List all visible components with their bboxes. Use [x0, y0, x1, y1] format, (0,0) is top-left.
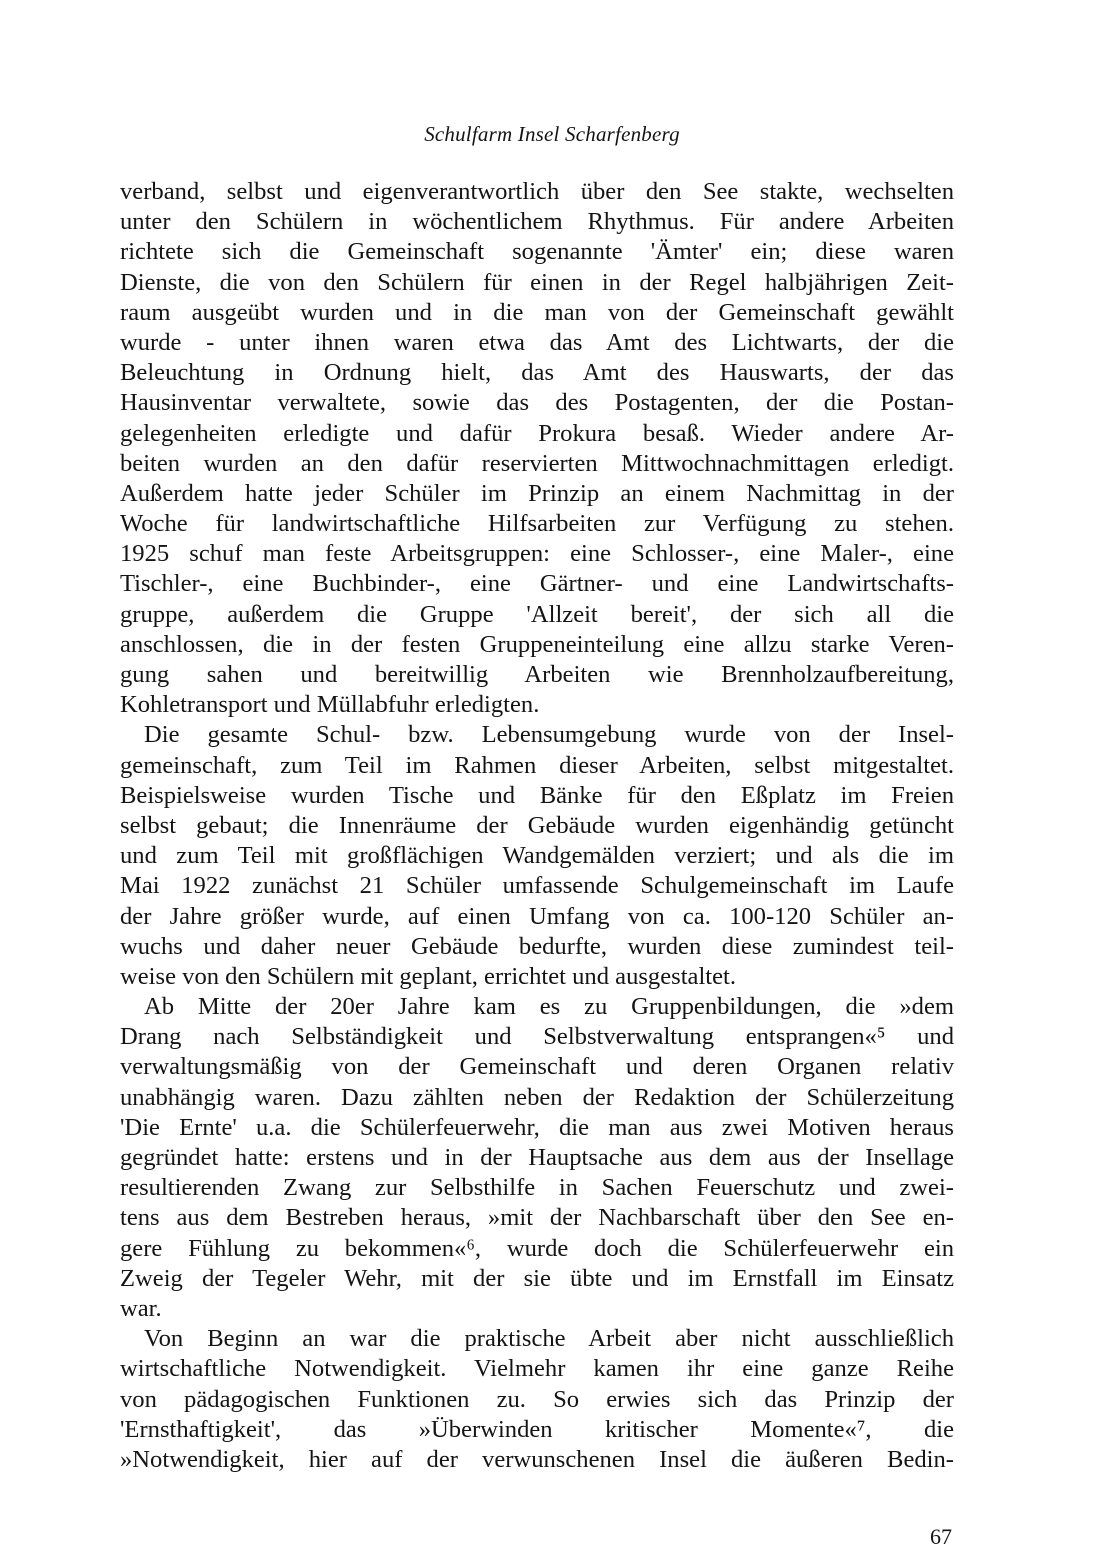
- text-line: weise von den Schülern mit geplant, errichtet und ausgestaltet.: [120, 962, 737, 990]
- text-line: wirtschaftliche Notwendigkeit. Vielmehr kamen ihr eine ganze Reihe: [120, 1355, 954, 1383]
- text-line: von pädagogischen Funktionen zu. So erwies sich das Prinzip der: [120, 1385, 954, 1413]
- text-line: verwaltungsmäßig von der Gemeinschaft und deren Organen relativ: [120, 1053, 954, 1081]
- text-line: und zum Teil mit großflächigen Wandgemälden verziert; und als die im: [120, 842, 954, 870]
- text-line: raum ausgeübt wurden und in die man von der Gemeinschaft gewählt: [120, 298, 954, 326]
- text-line: unabhängig waren. Dazu zählten neben der Redaktion der Schülerzeitung: [120, 1083, 954, 1111]
- text-line: gelegenheiten erledigte und dafür Prokura besaß. Wieder andere Ar-: [120, 419, 954, 447]
- text-line: selbst gebaut; die Innenräume der Gebäude wurden eigenhändig getüncht: [120, 811, 954, 839]
- text-line: war.: [120, 1294, 162, 1322]
- text-line: »Notwendigkeit, hier auf der verwunschenen Insel die äußeren Bedin-: [120, 1445, 954, 1473]
- text-line: Dienste, die von den Schülern für einen in der Regel halbjährigen Zeit-: [120, 268, 954, 296]
- text-line: gegründet hatte: erstens und in der Hauptsache aus dem aus der Insellage: [120, 1144, 954, 1171]
- text-line: verband, selbst und eigenverantwortlich über den See stakte, wechselten: [120, 178, 954, 205]
- text-line: Woche für landwirtschaftliche Hilfsarbeiten zur Verfügung zu stehen.: [120, 510, 954, 538]
- text-line: Hausinventar verwaltete, sowie das des Postagenten, der die Postan-: [120, 389, 954, 417]
- text-line: Beleuchtung in Ordnung hielt, das Amt des Hauswarts, der das: [120, 359, 954, 387]
- text-line: wuchs und daher neuer Gebäude bedurfte, wurden diese zumindest teil-: [120, 932, 954, 960]
- body-text: [120, 177, 954, 1475]
- text-line: unter den Schülern in wöchentlichem Rhythmus. Für andere Arbeiten: [120, 208, 954, 236]
- running-head: Schulfarm Insel Scharfenberg: [424, 122, 680, 146]
- text-line: gung sahen und bereitwillig Arbeiten wie Brennholzaufbereitung,: [120, 661, 954, 688]
- text-line: resultierenden Zwang zur Selbsthilfe in Sachen Feuerschutz und zwei-: [120, 1174, 954, 1202]
- text-line: tens aus dem Bestreben heraus, »mit der Nachbarschaft über den See en-: [120, 1204, 954, 1232]
- text-line: Die gesamte Schul- bzw. Lebensumgebung wurde von der Insel-: [144, 721, 954, 749]
- text-line: 'Die Ernte' u.a. die Schülerfeuerwehr, die man aus zwei Motiven heraus: [120, 1113, 954, 1141]
- text-line: der Jahre größer wurde, auf einen Umfang von ca. 100-120 Schüler an-: [120, 902, 954, 930]
- text-line: Außerdem hatte jeder Schüler im Prinzip an einem Nachmittag in der: [120, 479, 954, 507]
- page-number: 67: [930, 1524, 952, 1549]
- text-line: richtete sich die Gemeinschaft sogenannte 'Ämter' ein; diese waren: [120, 238, 954, 266]
- text-line: gemeinschaft, zum Teil im Rahmen dieser Arbeiten, selbst mitgestaltet.: [120, 751, 954, 779]
- text-line: beiten wurden an den dafür reservierten Mittwochnachmittagen erledigt.: [120, 449, 954, 477]
- text-line: gruppe, außerdem die Gruppe 'Allzeit bereit', der sich all die: [120, 600, 954, 628]
- text-line: 'Ernsthaftigkeit', das »Überwinden kritischer Momente«⁷, die: [120, 1415, 954, 1443]
- text-line: Drang nach Selbständigkeit und Selbstverwaltung entsprangen«⁵ und: [120, 1023, 954, 1051]
- text-line: Von Beginn an war die praktische Arbeit aber nicht ausschließlich: [144, 1325, 954, 1353]
- text-line: Ab Mitte der 20er Jahre kam es zu Gruppenbildungen, die »dem: [144, 993, 954, 1021]
- text-line: Mai 1922 zunächst 21 Schüler umfassende Schulgemeinschaft im Laufe: [120, 872, 954, 900]
- text-line: Kohletransport und Müllabfuhr erledigten.: [120, 691, 540, 719]
- text-line: Zweig der Tegeler Wehr, mit der sie übte und im Ernstfall im Einsatz: [120, 1264, 954, 1292]
- text-line: Beispielsweise wurden Tische und Bänke für den Eßplatz im Freien: [120, 781, 954, 809]
- text-line: gere Fühlung zu bekommen«⁶, wurde doch die Schülerfeuerwehr ein: [120, 1234, 954, 1262]
- text-line: Tischler-, eine Buchbinder-, eine Gärtner- und eine Landwirtschafts-: [120, 570, 954, 598]
- text-line: 1925 schuf man feste Arbeitsgruppen: eine Schlosser-, eine Maler-, eine: [120, 540, 954, 568]
- text-line: wurde - unter ihnen waren etwa das Amt des Lichtwarts, der die: [120, 328, 954, 356]
- text-line: anschlossen, die in der festen Gruppeneinteilung eine allzu starke Veren-: [120, 630, 954, 658]
